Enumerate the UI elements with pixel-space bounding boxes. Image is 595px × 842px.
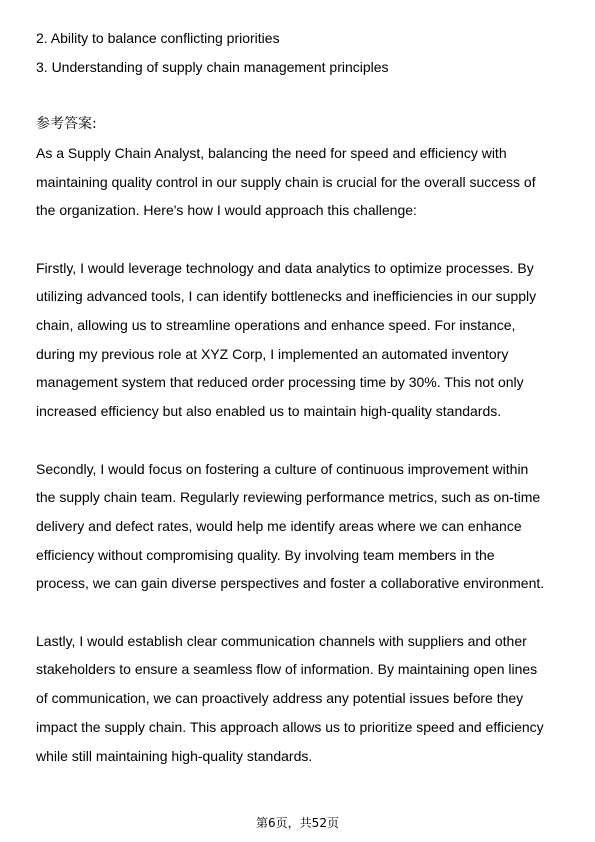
paragraph-line: while still maintaining high-quality standards. [36,747,313,764]
paragraph-line: the organization. Here's how I would approach this challenge: [36,202,417,219]
paragraph-firstly [36,254,566,426]
paragraph-line: utilizing advanced tools, I can identify bottlenecks and inefficiencies in our supply [36,288,537,305]
criterion-item: 3. Understanding of supply chain management principles [36,58,389,75]
paragraph-line: efficiency without compromising quality. By involving team members in the [36,546,495,563]
page-number-footer: 第6页，共52页 [256,816,339,830]
paragraph-line: impact the supply chain. This approach allows us to prioritize speed and efficiency [36,718,544,735]
spacer [36,81,566,110]
paragraph-line: the supply chain team. Regularly reviewing performance metrics, such as on-time [36,489,541,506]
criterion-item: 2. Ability to balance conflicting priorities [36,30,280,46]
document-body [36,24,566,770]
paragraph-line: As a Supply Chain Analyst, balancing the need for speed and efficiency with [36,144,507,161]
paragraph-line: management system that reduced order processing time by 30%. This not only [36,374,524,391]
paragraph-line: during my previous role at XYZ Corp, I implemented an automated inventory [36,345,509,362]
paragraph-line: Lastly, I would establish clear communication channels with suppliers and other [36,632,527,649]
paragraph-line: Secondly, I would focus on fostering a culture of continuous improvement within [36,460,529,477]
answer-label: 参考答案: [36,116,97,133]
spacer [36,426,566,455]
paragraph-intro [36,139,566,225]
paragraph-line: process, we can gain diverse perspectives and foster a collaborative environment. [36,575,545,592]
paragraph-line: chain, allowing us to streamline operations and enhance speed. For instance, [36,317,516,333]
paragraph-line: maintaining quality control in our supply chain is crucial for the overall success of [36,173,536,190]
paragraph-line: Firstly, I would leverage technology and data analytics to optimize processes. By [36,259,534,276]
paragraph-line: of communication, we can proactively address any potential issues before they [36,690,524,707]
paragraph-line: stakeholders to ensure a seamless flow of information. By maintaining open lines [36,661,538,678]
paragraph-lastly [36,627,566,771]
paragraph-secondly [36,455,566,599]
spacer [36,598,566,627]
paragraph-line: delivery and defect rates, would help me identify areas where we can enhance [36,517,522,534]
spacer [36,225,566,254]
paragraph-line: increased efficiency but also enabled us to maintain high-quality standards. [36,403,502,420]
